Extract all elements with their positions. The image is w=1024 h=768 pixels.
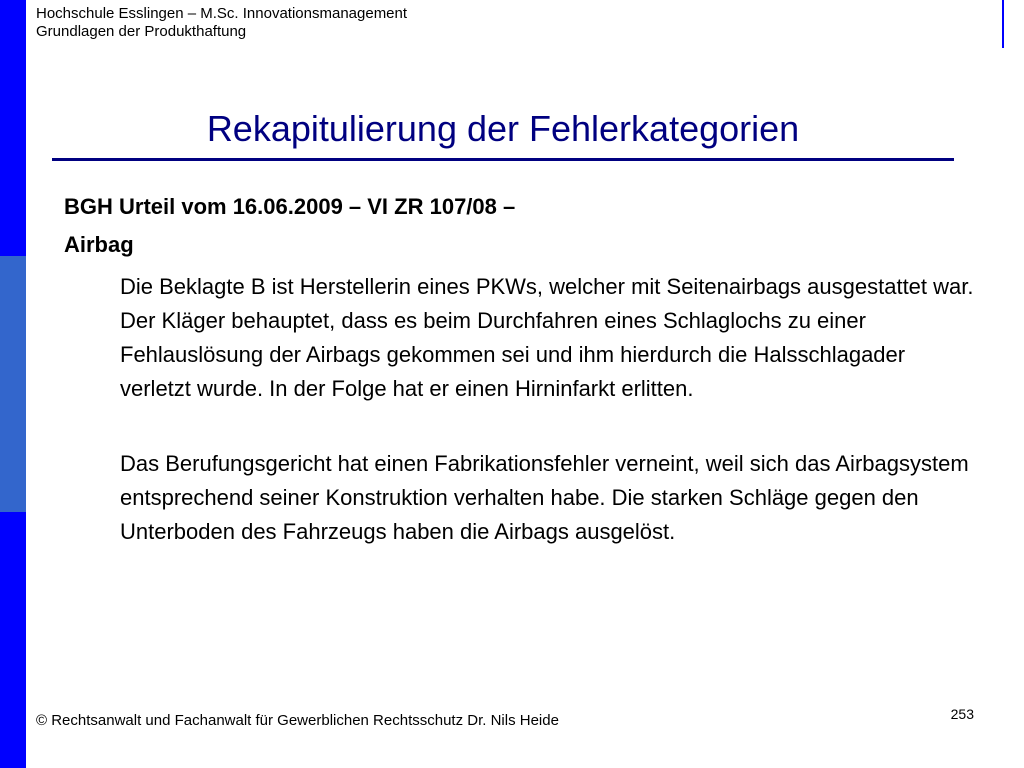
left-accent-bar-bottom — [0, 512, 26, 768]
left-accent-bar-top — [0, 0, 26, 256]
slide-title: Rekapitulierung der Fehlerkategorien — [206, 108, 800, 149]
case-topic: Airbag — [64, 232, 134, 257]
left-accent-bar-middle — [0, 256, 26, 512]
case-reference: BGH Urteil vom 16.06.2009 – VI ZR 107/08 – — [64, 194, 516, 219]
footer-credit: © Rechtsanwalt und Fachanwalt für Gewerblichen Rechtsschutz Dr. Nils Heide — [36, 712, 559, 729]
title-underline — [52, 158, 954, 161]
page-number: 253 — [950, 706, 974, 722]
slide-header — [36, 5, 407, 41]
header-course: Grundlagen der Produkthaftung — [36, 23, 247, 40]
appeal-court-paragraph: Das Berufungsgericht hat einen Fabrikationsfehler verneint, weil sich das Airbagsystem entsprechend seiner Konstruktion verhalten habe. Die starken Schläge gegen den Unterboden des Fahrzeugs haben die Airbags ausgelöst. — [120, 451, 969, 544]
case-facts-paragraph: Die Beklagte B ist Herstellerin eines PKWs, welcher mit Seitenairbags ausgestattet war. Der Kläger behauptet, dass es beim Durchfahren eines Schlaglochs zu einer Fehlauslösung der Airbags gekommen sei und ihm hierdurch die Halsschlagader verletzt wurde. In der Folge hat er einen Hirninfarkt erlitten. — [120, 274, 974, 401]
header-institution: Hochschule Esslingen – M.Sc. Innovationsmanagement — [36, 5, 408, 22]
header-right-accent-line — [1002, 0, 1004, 48]
